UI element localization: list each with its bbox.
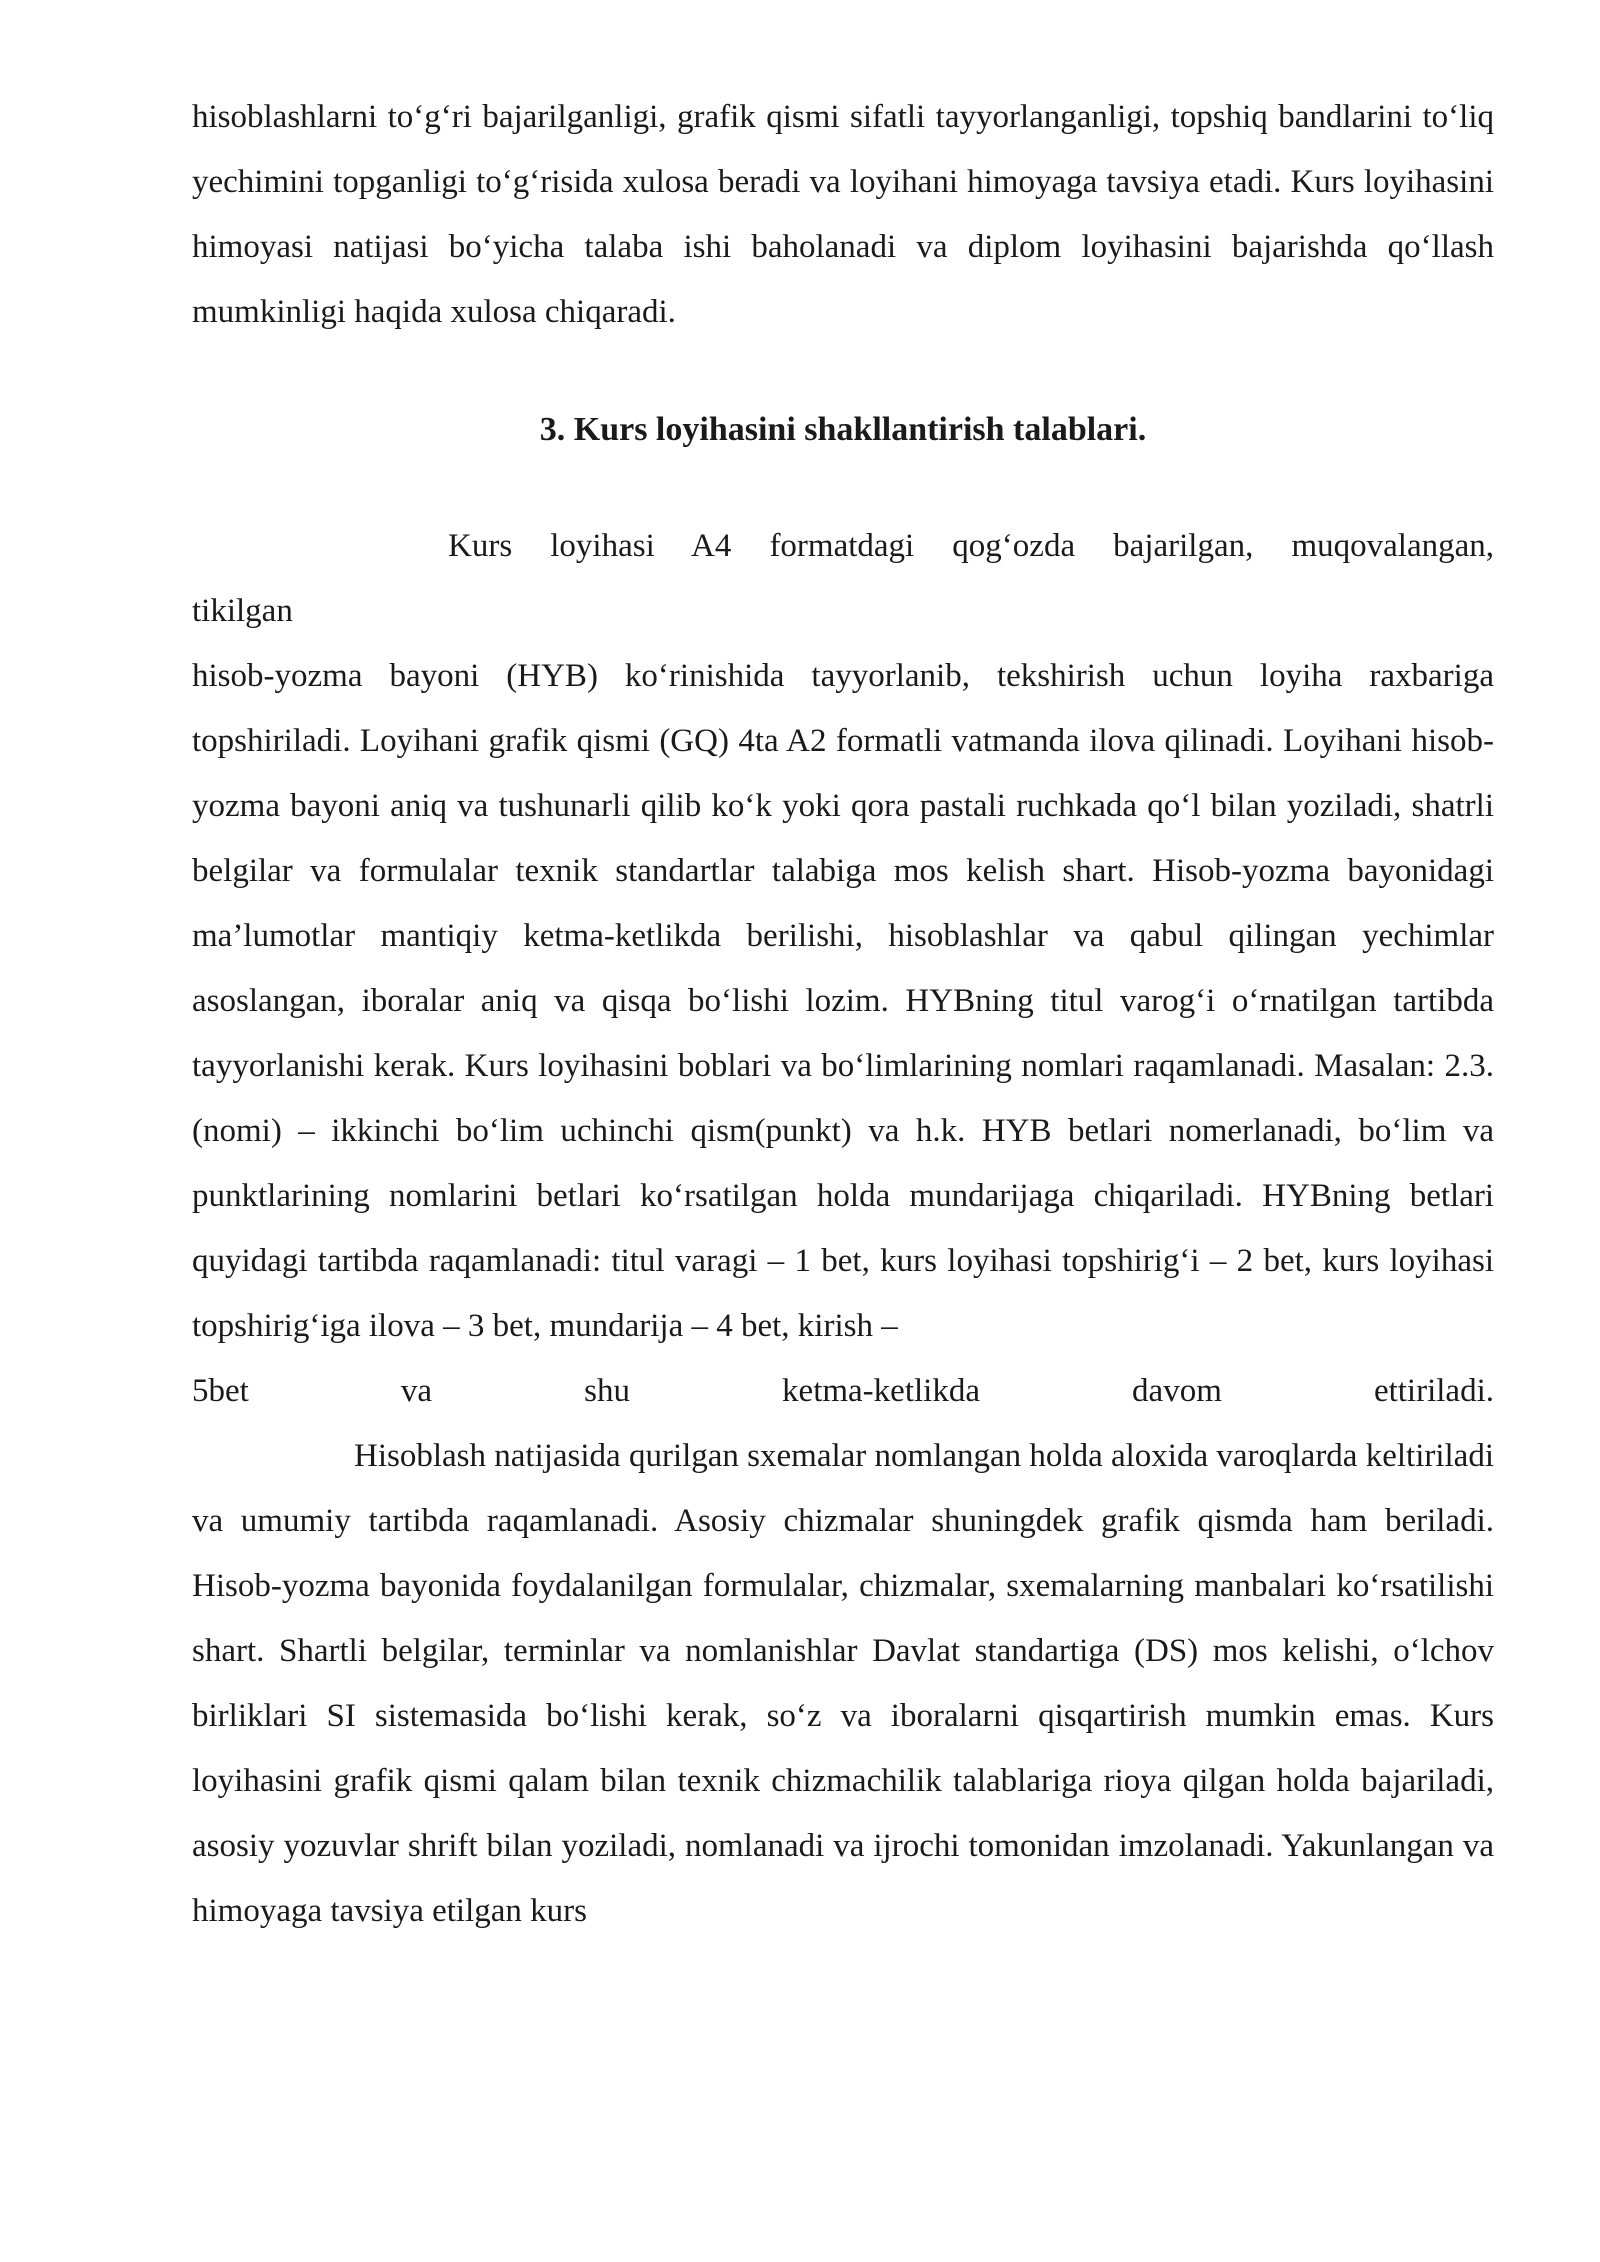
paragraph-last-line: 5bet va shu ketma-ketlikda davom ettiriladi. — [192, 1373, 1494, 1409]
paragraph-second-line: tikilgan — [192, 593, 293, 629]
paragraph-format-requirements — [192, 514, 1494, 1424]
document-page — [192, 85, 1494, 1944]
section-heading: 3. Kurs loyihasini shakllantirish talablari. — [539, 411, 1147, 448]
paragraph-first-line: Kurs loyihasi A4 formatdagi qog‘ozda bajarilgan, muqovalangan, — [448, 528, 1494, 564]
paragraph-body: hisob-yozma bayoni (HYB) ko‘rinishida tayyorlanib, tekshirish uchun loyiha raxbariga topshiriladi. Loyihani grafik qismi (GQ) 4ta A2 formatli vatmanda ilova qilinadi. Loyihani hisob-yozma bayoni aniq va tushunarli qilib ko‘k yoki qora pastali ruchkada qo‘l bilan yoziladi, shatrli belgilar va formulalar texnik standartlar talabiga mos kelish shart. Hisob-yozma bayonidagi ma’lumotlar mantiqiy ketma-ketlikda berilishi, hisoblashlar va qabul qilingan yechimlar asoslangan, iboralar aniq va qisqa bo‘lishi lozim. HYBning titul varog‘i o‘rnatilgan tartibda tayyorlanishi kerak. Kurs loyihasini boblari va bo‘limlarining nomlari raqamlanadi. Masalan: 2.3. (nomi) – ikkinchi bo‘lim uchinchi qism(punkt) va h.k. HYB betlari nomerlanadi, bo‘lim va punktlarining nomlarini betlari ko‘rsatilgan holda mundarijaga chiqariladi. HYBning betlari quyidagi tartibda raqamlanadi: titul varagi – 1 bet, kurs loyihasi topshirig‘i – 2 bet, kurs loyihasi topshirig‘iga ilova – 3 bet, mundarija – 4 bet, kirish – — [192, 658, 1494, 1344]
intro-paragraph: hisoblashlarni to‘g‘ri bajarilganligi, grafik qismi sifatli tayyorlanganligi, topshiq bandlarini to‘liq yechimini topganligi to‘g‘risida xulosa beradi va loyihani himoyaga tavsiya etadi. Kurs loyihasini himoyasi natijasi bo‘yicha talaba ishi baholanadi va diplom loyihasini bajarishda qo‘llash mumkinligi haqida xulosa chiqaradi. — [192, 99, 1494, 330]
paragraph-schemes: Hisoblash natijasida qurilgan sxemalar nomlangan holda aloxida varoqlarda keltiriladi va umumiy tartibda raqamlanadi. Asosiy chizmalar shuningdek grafik qismda ham beriladi. Hisob-yozma bayonida foydalanilgan formulalar, chizmalar, sxemalarning manbalari ko‘rsatilishi shart. Shartli belgilar, terminlar va nomlanishlar Davlat standartiga (DS) mos kelishi, o‘lchov birliklari SI sistemasida bo‘lishi kerak, so‘z va iboralarni qisqartirish mumkin emas. Kurs loyihasini grafik qismi qalam bilan texnik chizmachilik talablariga rioya qilgan holda bajariladi, asosiy yozuvlar shrift bilan yoziladi, nomlanadi va ijrochi tomonidan imzolanadi. Yakunlangan va himoyaga tavsiya etilgan kurs — [192, 1438, 1494, 1929]
